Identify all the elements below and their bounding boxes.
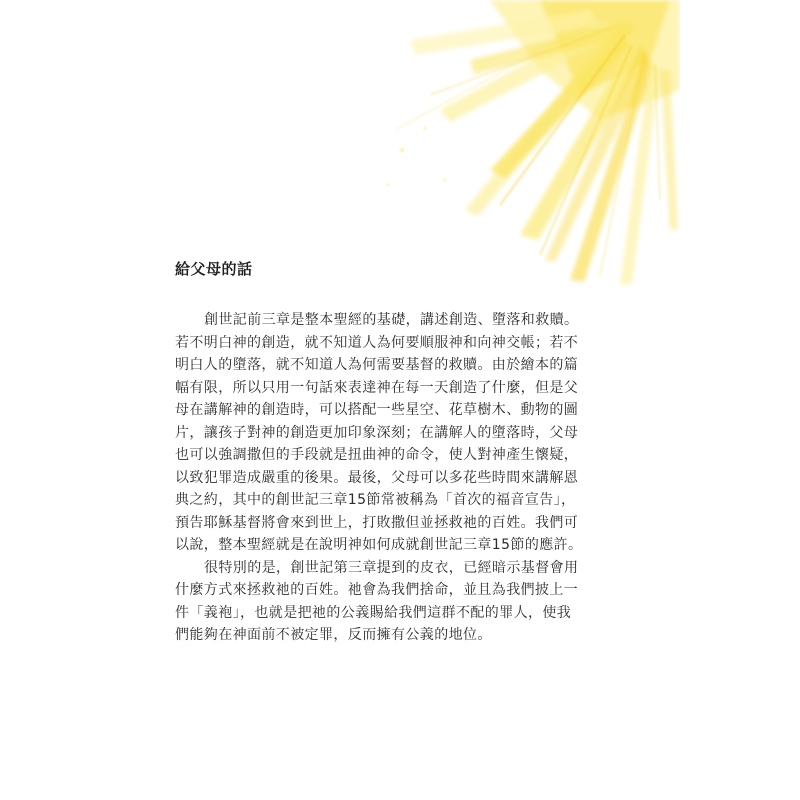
paragraph-1 — [175, 309, 585, 557]
text-line: 幅有限，所以只用一句話來表達神在每一天創造了什麼，但是父 — [175, 379, 579, 396]
text-line: 預告耶穌基督將會來到世上，打敗撒但並拯救祂的百姓。我們可 — [175, 514, 579, 531]
text-line: 件「義袍」，也就是把祂的公義賜給我們這群不配的罪人，使我 — [175, 604, 572, 621]
text-line: 片，讓孩子對神的創造更加印象深刻；在講解人的墮落時，父母 — [175, 424, 579, 441]
body-text — [175, 309, 585, 647]
text-line: 也可以強調撒但的手段就是扭曲神的命令，使人對神產生懷疑， — [175, 447, 579, 463]
text-line: 母在講解神的創造時，可以搭配一些星空、花草樹木、動物的圖 — [175, 402, 579, 418]
text-line: 什麼方式來拯救祂的百姓。祂會為我們捨命，並且為我們披上一 — [175, 582, 579, 598]
paragraph-2 — [175, 557, 585, 647]
text-line: 們能夠在神面前不被定罪，反而擁有公義的地位。 — [175, 627, 492, 643]
text-line: 典之約，其中的創世記三章15節常被稱為「首次的福音宣告」， — [175, 492, 576, 508]
text-line: 很特別的是，創世記第三章提到的皮衣，已經暗示基督會用 — [204, 559, 579, 576]
page-heading: 給父母的話 — [175, 260, 253, 278]
text-line: 以致犯罪造成嚴重的後果。最後，父母可以多花些時間來講解恩 — [175, 469, 579, 486]
text-line: 創世記前三章是整本聖經的基礎，講述創造、墮落和救贖。 — [204, 312, 579, 328]
text-line: 明白人的墮落，就不知道人為何需要基督的救贖。由於繪本的篇 — [175, 357, 579, 373]
watercolor-rays-illustration — [370, 0, 680, 300]
text-line: 以說，整本聖經就是在說明神如何成就創世記三章15節的應許。 — [175, 537, 583, 553]
text-line: 若不明白神的創造，就不知道人為何要順服神和向神交帳；若不 — [175, 334, 579, 351]
